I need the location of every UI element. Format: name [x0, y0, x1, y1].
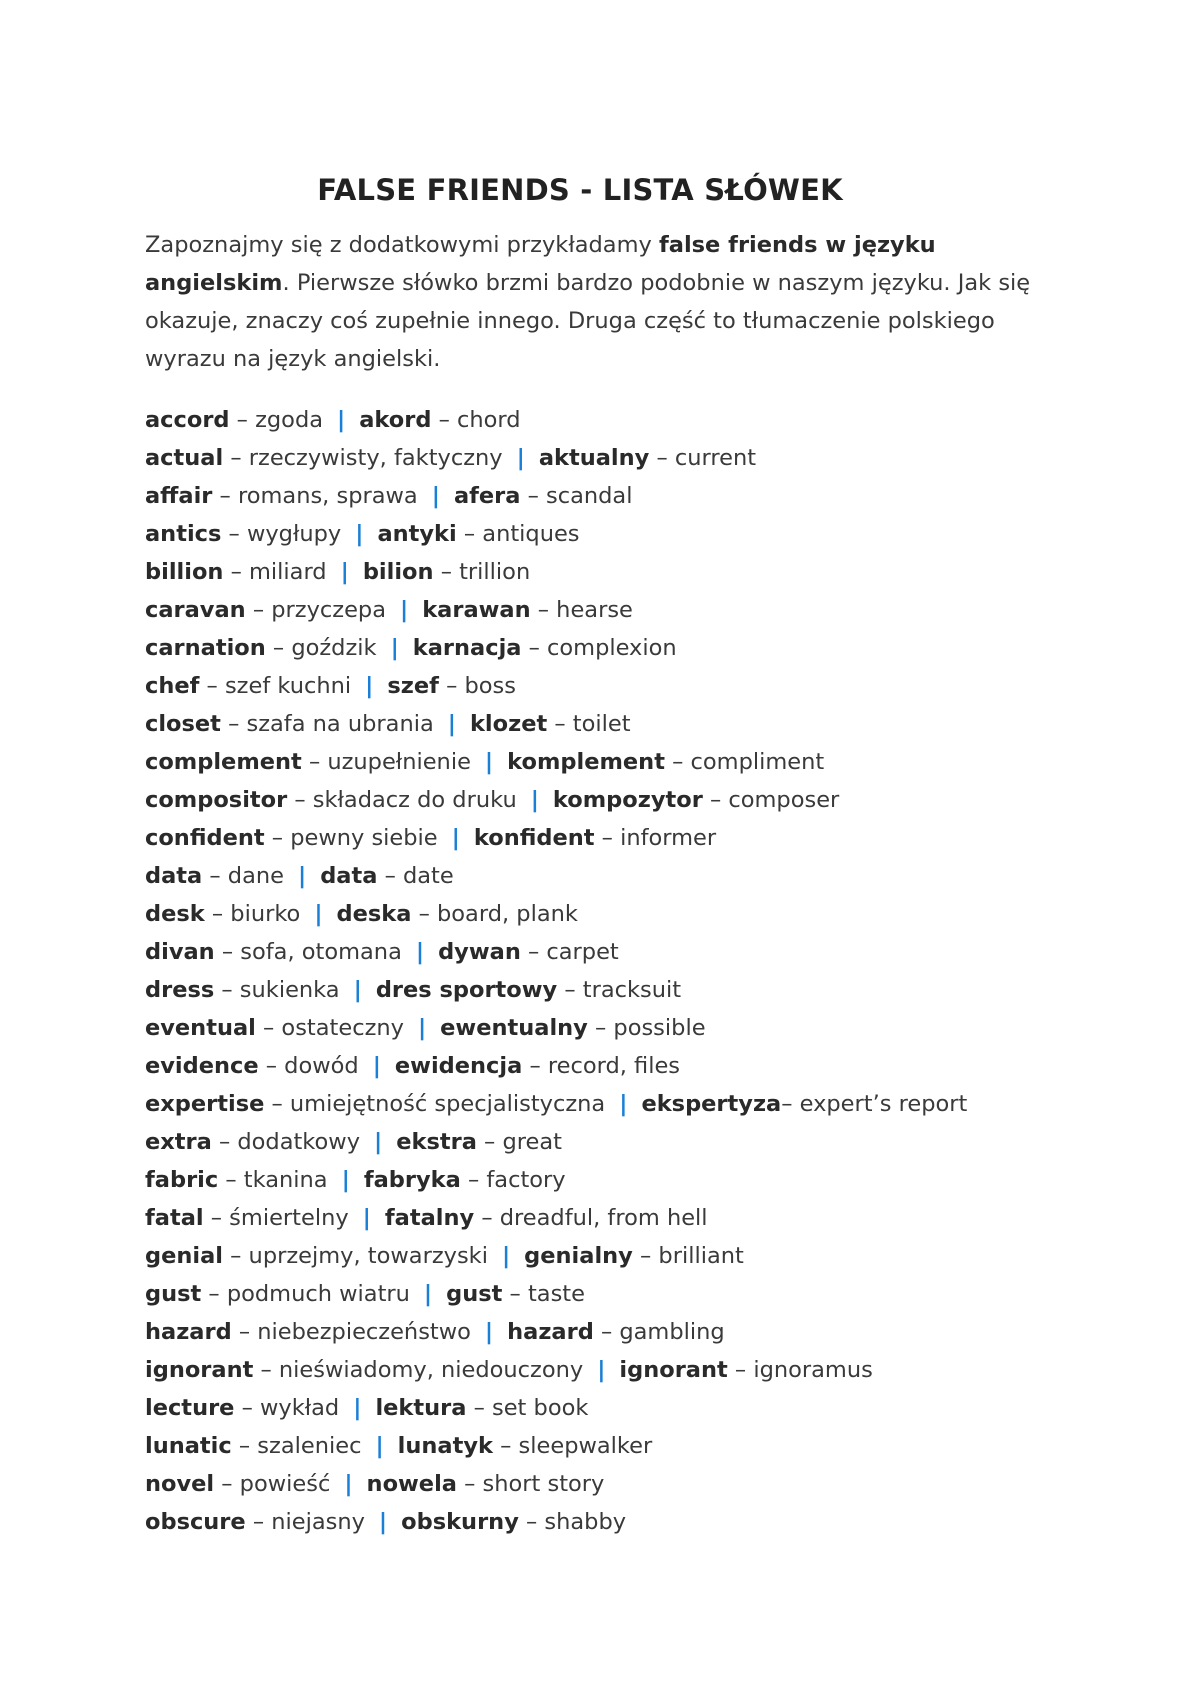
polish-word: ewidencja — [394, 1052, 523, 1079]
english-word: data — [145, 862, 203, 889]
polish-word: konfident — [473, 824, 595, 851]
english-meaning: – wygłupy — [221, 520, 342, 547]
polish-meaning: – dreadful, from hell — [474, 1204, 708, 1231]
english-meaning: – niejasny — [245, 1508, 365, 1535]
polish-meaning: – hearse — [530, 596, 633, 623]
english-word: confident — [145, 824, 265, 851]
english-word: caravan — [145, 596, 246, 623]
intro-paragraph — [145, 226, 1065, 378]
english-meaning: – składacz do druku — [287, 786, 517, 813]
polish-meaning: – boss — [438, 672, 516, 699]
pair-separator: | — [390, 634, 399, 661]
pair-separator: | — [597, 1356, 606, 1383]
document-page — [145, 0, 1065, 1557]
english-word: dress — [145, 976, 215, 1003]
word-pair-row — [145, 1047, 1065, 1085]
polish-word: akord — [359, 406, 432, 433]
english-meaning: – ostateczny — [255, 1014, 404, 1041]
pair-separator: | — [484, 748, 494, 775]
english-meaning: – goździk — [265, 634, 377, 661]
word-pair-row — [145, 1009, 1065, 1047]
polish-word: genialny — [524, 1242, 633, 1269]
polish-word: szef — [387, 672, 439, 699]
polish-word: obskurny — [401, 1508, 519, 1535]
polish-meaning: – scandal — [520, 482, 633, 509]
english-word: extra — [145, 1128, 212, 1155]
english-meaning: – śmiertelny — [203, 1204, 349, 1231]
english-word: genial — [145, 1242, 223, 1269]
polish-word: kompozytor — [552, 786, 703, 813]
polish-word: antyki — [377, 520, 457, 547]
pair-separator: | — [375, 1432, 384, 1459]
pair-separator: | — [501, 1242, 511, 1269]
english-meaning: – dowód — [258, 1052, 359, 1079]
word-pair-row — [145, 743, 1065, 781]
polish-word: dywan — [438, 938, 521, 965]
word-pair-row — [145, 1313, 1065, 1351]
polish-word: karnacja — [412, 634, 522, 661]
polish-word: nowela — [366, 1470, 457, 1497]
polish-word: dres sportowy — [375, 976, 558, 1003]
polish-meaning: – record, files — [522, 1052, 681, 1079]
english-meaning: – wykład — [234, 1394, 340, 1421]
english-word: actual — [145, 444, 224, 471]
word-list — [145, 401, 1065, 1541]
word-pair-row — [145, 1237, 1065, 1275]
english-word: desk — [145, 900, 205, 927]
word-pair-row — [145, 857, 1065, 895]
english-meaning: – pewny siebie — [264, 824, 438, 851]
polish-meaning: – composer — [702, 786, 840, 813]
polish-meaning: – tracksuit — [557, 976, 682, 1003]
english-meaning: – powieść — [214, 1470, 331, 1497]
polish-meaning: – taste — [502, 1280, 585, 1307]
word-pair-row — [145, 1465, 1065, 1503]
english-word: ignorant — [145, 1356, 254, 1383]
word-pair-row — [145, 629, 1065, 667]
english-word: gust — [145, 1280, 202, 1307]
english-meaning: – miliard — [223, 558, 327, 585]
word-pair-row — [145, 401, 1065, 439]
english-word: chef — [145, 672, 200, 699]
polish-word: karawan — [422, 596, 531, 623]
pair-separator: | — [417, 1014, 427, 1041]
word-pair-row — [145, 667, 1065, 705]
english-meaning: – szafa na ubrania — [220, 710, 434, 737]
polish-word: bilion — [362, 558, 434, 585]
pair-separator: | — [337, 406, 346, 433]
word-pair-row — [145, 1503, 1065, 1541]
pair-separator: | — [399, 596, 409, 623]
polish-word: lektura — [375, 1394, 467, 1421]
polish-meaning: – complexion — [521, 634, 677, 661]
polish-word: komplement — [507, 748, 665, 775]
english-meaning: – uzupełnienie — [301, 748, 471, 775]
polish-word: ewentualny — [440, 1014, 588, 1041]
english-word: evidence — [145, 1052, 259, 1079]
polish-meaning: – chord — [431, 406, 521, 433]
pair-separator: | — [372, 1052, 381, 1079]
english-meaning: – szaleniec — [231, 1432, 362, 1459]
word-pair-row — [145, 895, 1065, 933]
english-meaning: – zgoda — [229, 406, 324, 433]
english-meaning: – sofa, otomana — [214, 938, 402, 965]
word-pair-row — [145, 705, 1065, 743]
intro-text-start: Zapoznajmy się z dodatkowymi przykładamy — [145, 232, 659, 258]
polish-word: hazard — [507, 1318, 594, 1345]
english-meaning: – uprzejmy, towarzyski — [223, 1242, 488, 1269]
word-pair-row — [145, 819, 1065, 857]
pair-separator: | — [297, 862, 307, 889]
english-meaning: – nieświadomy, niedouczony — [253, 1356, 584, 1383]
polish-word: lunatyk — [397, 1432, 493, 1459]
pair-separator: | — [516, 444, 525, 471]
pair-separator: | — [344, 1470, 353, 1497]
word-pair-row — [145, 1351, 1065, 1389]
word-pair-row — [145, 1161, 1065, 1199]
pair-separator: | — [484, 1318, 494, 1345]
polish-meaning: – ignoramus — [727, 1356, 873, 1383]
polish-meaning: – factory — [460, 1166, 566, 1193]
polish-meaning: – antiques — [456, 520, 580, 547]
word-pair-row — [145, 971, 1065, 1009]
english-word: fatal — [145, 1204, 204, 1231]
pair-separator: | — [619, 1090, 628, 1117]
pair-separator: | — [415, 938, 425, 965]
polish-meaning: – trillion — [433, 558, 531, 585]
english-word: affair — [145, 482, 213, 509]
polish-word: gust — [446, 1280, 503, 1307]
english-word: complement — [145, 748, 302, 775]
polish-meaning: – sleepwalker — [493, 1432, 653, 1459]
english-word: lecture — [145, 1394, 235, 1421]
english-word: obscure — [145, 1508, 246, 1535]
english-word: novel — [145, 1470, 215, 1497]
english-meaning: – dane — [202, 862, 284, 889]
english-word: hazard — [145, 1318, 232, 1345]
english-meaning: – przyczepa — [245, 596, 386, 623]
polish-meaning: – gambling — [593, 1318, 725, 1345]
polish-meaning: – possible — [587, 1014, 706, 1041]
english-word: antics — [145, 520, 222, 547]
polish-word: klozet — [469, 710, 548, 737]
english-meaning: – szef kuchni — [199, 672, 352, 699]
word-pair-row — [145, 477, 1065, 515]
word-pair-row — [145, 1275, 1065, 1313]
polish-word: fabryka — [363, 1166, 461, 1193]
polish-meaning: – carpet — [520, 938, 619, 965]
pair-separator: | — [378, 1508, 388, 1535]
pair-separator: | — [451, 824, 460, 851]
word-pair-row — [145, 439, 1065, 477]
word-pair-row — [145, 515, 1065, 553]
intro-bold-phrase: false friends w języku angielskim — [145, 232, 936, 296]
english-word: eventual — [145, 1014, 256, 1041]
polish-meaning: – informer — [594, 824, 717, 851]
word-pair-row — [145, 1085, 1065, 1123]
polish-word: fatalny — [384, 1204, 475, 1231]
english-word: compositor — [145, 786, 288, 813]
polish-meaning: – great — [476, 1128, 562, 1155]
english-meaning: – biurko — [204, 900, 301, 927]
polish-meaning: – compliment — [664, 748, 825, 775]
word-pair-row — [145, 1389, 1065, 1427]
pair-separator: | — [353, 1394, 362, 1421]
english-meaning: – sukienka — [214, 976, 340, 1003]
word-pair-row — [145, 591, 1065, 629]
pair-separator: | — [530, 786, 539, 813]
word-pair-row — [145, 1123, 1065, 1161]
english-word: expertise — [145, 1090, 265, 1117]
word-pair-row — [145, 553, 1065, 591]
english-word: fabric — [145, 1166, 219, 1193]
polish-word: aktualny — [538, 444, 650, 471]
polish-word: ekspertyza — [641, 1090, 782, 1117]
page-title: FALSE FRIENDS - LISTA SŁÓWEK — [317, 173, 843, 207]
english-word: lunatic — [145, 1432, 232, 1459]
word-pair-row — [145, 1199, 1065, 1237]
pair-separator: | — [340, 558, 349, 585]
polish-word: afera — [453, 482, 521, 509]
english-word: billion — [145, 558, 224, 585]
polish-meaning: – shabby — [518, 1508, 627, 1535]
polish-meaning: – expert’s report — [781, 1090, 968, 1117]
pair-separator: | — [314, 900, 323, 927]
english-meaning: – dodatkowy — [211, 1128, 361, 1155]
polish-meaning: – set book — [466, 1394, 589, 1421]
word-pair-row — [145, 781, 1065, 819]
english-word: accord — [145, 406, 230, 433]
polish-word: ignorant — [619, 1356, 728, 1383]
pair-separator: | — [341, 1166, 350, 1193]
polish-word: data — [320, 862, 378, 889]
polish-meaning: – short story — [456, 1470, 605, 1497]
english-word: closet — [145, 710, 221, 737]
pair-separator: | — [431, 482, 440, 509]
english-word: divan — [145, 938, 215, 965]
pair-separator: | — [423, 1280, 433, 1307]
pair-separator: | — [374, 1128, 383, 1155]
pair-separator: | — [365, 672, 374, 699]
polish-meaning: – date — [377, 862, 454, 889]
english-meaning: – rzeczywisty, faktyczny — [223, 444, 503, 471]
polish-meaning: – brilliant — [632, 1242, 744, 1269]
english-meaning: – niebezpieczeństwo — [231, 1318, 471, 1345]
english-word: carnation — [145, 634, 266, 661]
intro-text-end: . Pierwsze słówko brzmi bardzo podobnie w naszym języku. Jak się okazuje, znaczy coś zupełnie innego. Druga część to tłumaczenie polskiego wyrazu na język angielski. — [145, 270, 1031, 372]
pair-separator: | — [362, 1204, 371, 1231]
word-pair-row — [145, 933, 1065, 971]
pair-separator: | — [355, 520, 364, 547]
english-meaning: – podmuch wiatru — [201, 1280, 410, 1307]
polish-meaning: – current — [649, 444, 757, 471]
polish-word: deska — [336, 900, 412, 927]
polish-meaning: – toilet — [547, 710, 631, 737]
pair-separator: | — [447, 710, 456, 737]
english-meaning: – romans, sprawa — [212, 482, 418, 509]
english-meaning: – tkanina — [218, 1166, 328, 1193]
polish-word: ekstra — [396, 1128, 477, 1155]
english-meaning: – umiejętność specjalistyczna — [264, 1090, 606, 1117]
word-pair-row — [145, 1427, 1065, 1465]
polish-meaning: – board, plank — [411, 900, 578, 927]
pair-separator: | — [353, 976, 362, 1003]
